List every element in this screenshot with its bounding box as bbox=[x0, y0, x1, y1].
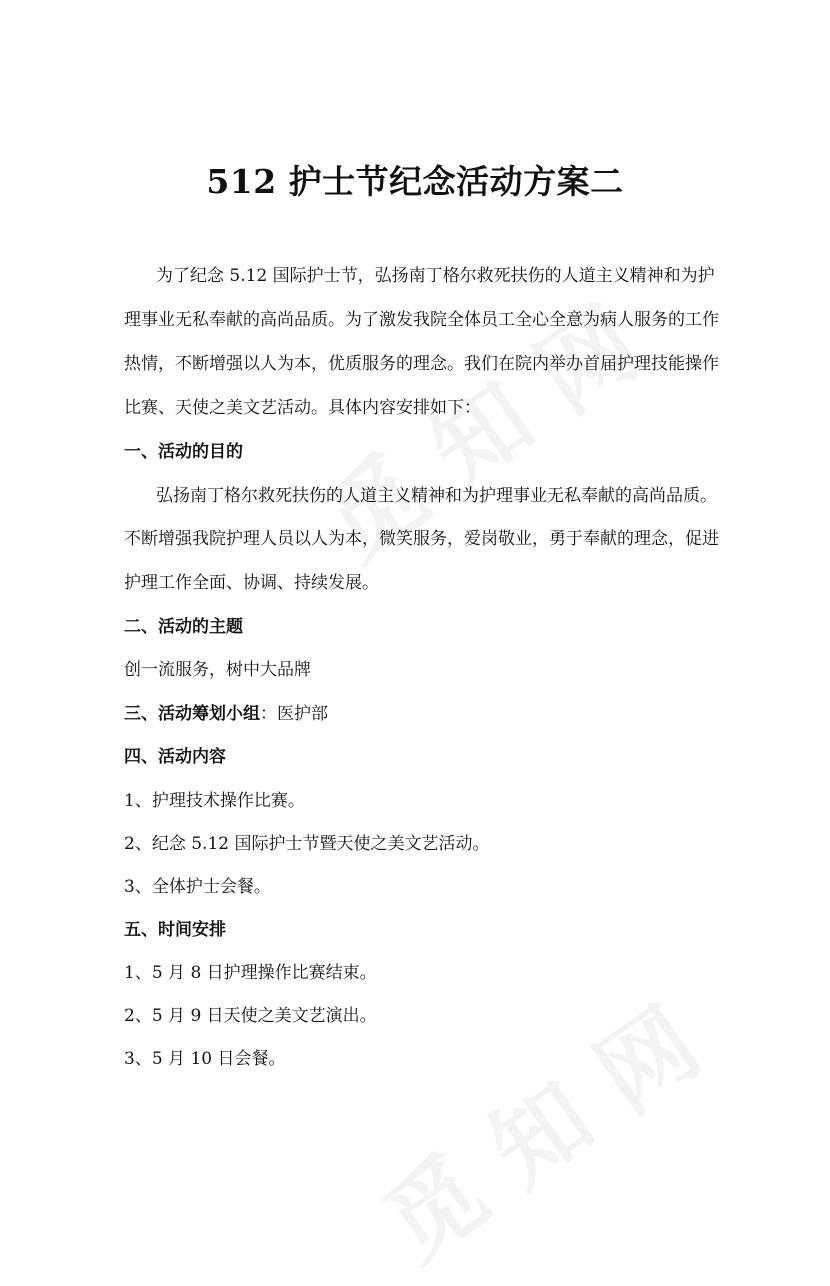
purpose-line-3: 护理工作全面、协调、持续发展。 bbox=[124, 573, 379, 593]
section-heading-theme: 二、活动的主题 bbox=[124, 617, 243, 637]
planning-group-text: ：医护部 bbox=[260, 704, 328, 724]
document-title: 512 护士节纪念活动方案二 bbox=[206, 162, 624, 201]
section-heading-planning-group: 三、活动筹划小组 bbox=[124, 704, 260, 724]
theme-text: 创一流服务，树中大品牌 bbox=[124, 660, 311, 680]
section-heading-purpose: 一、活动的目的 bbox=[124, 442, 243, 462]
purpose-line-2: 不断增强我院护理人员以人为本，微笑服务，爱岗敬业，勇于奉献的理念，促进 bbox=[124, 529, 719, 549]
intro-line-2: 理事业无私奉献的高尚品质。为了激发我院全体员工全心全意为病人服务的工作 bbox=[124, 310, 719, 330]
schedule-item-1: 1、5 月 8 日护理操作比赛结束。 bbox=[124, 963, 377, 983]
intro-line-1: 为了纪念 5.12 国际护士节，弘扬南丁格尔救死扶伤的人道主义精神和为护 bbox=[156, 266, 715, 286]
planning-group-line bbox=[124, 703, 328, 725]
schedule-item-2: 2、5 月 9 日天使之美文艺演出。 bbox=[124, 1006, 377, 1026]
intro-line-3: 热情，不断增强以人为本，优质服务的理念。我们在院内举办首届护理技能操作 bbox=[124, 354, 719, 374]
purpose-line-1: 弘扬南丁格尔救死扶伤的人道主义精神和为护理事业无私奉献的高尚品质。 bbox=[156, 486, 717, 506]
intro-line-4: 比赛、天使之美文艺活动。具体内容安排如下： bbox=[124, 398, 481, 418]
section-heading-content: 四、活动内容 bbox=[124, 747, 226, 767]
content-item-1: 1、护理技术操作比赛。 bbox=[124, 791, 305, 811]
content-item-2: 2、纪念 5.12 国际护士节暨天使之美文艺活动。 bbox=[124, 834, 490, 854]
watermark bbox=[353, 971, 722, 1286]
section-heading-schedule: 五、时间安排 bbox=[124, 920, 226, 940]
content-item-3: 3、全体护士会餐。 bbox=[124, 877, 271, 897]
schedule-item-3: 3、5 月 10 日会餐。 bbox=[124, 1049, 286, 1069]
